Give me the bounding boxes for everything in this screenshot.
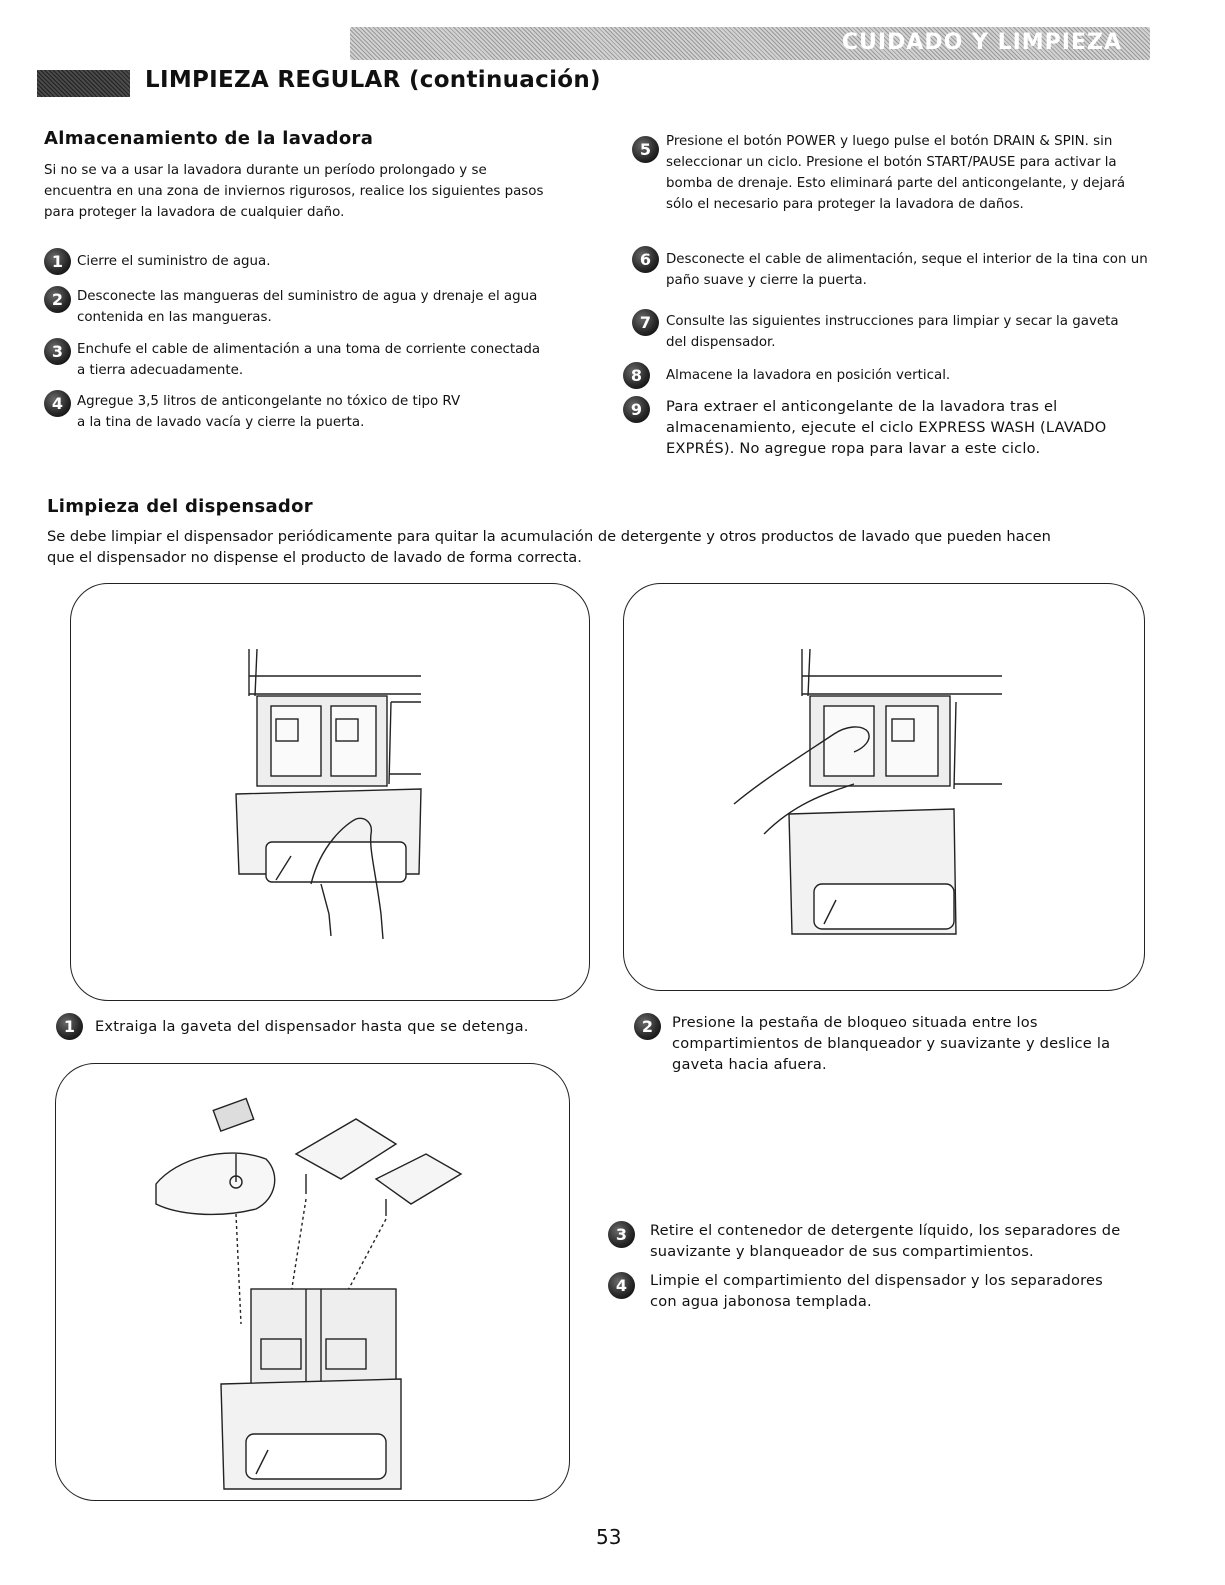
step-line: Almacene la lavadora en posición vertical. bbox=[666, 368, 951, 383]
step-number-badge: 9 bbox=[623, 396, 650, 423]
drawer-pull-drawing bbox=[71, 584, 589, 1000]
dispenser-step-2-text bbox=[672, 1012, 1152, 1075]
storage-intro-line: Si no se va a usar la lavadora durante un período prolongado y se bbox=[44, 163, 487, 178]
step-number-badge: 3 bbox=[44, 338, 71, 365]
step-line: bomba de drenaje. Esto eliminará parte del anticongelante, y dejará bbox=[666, 176, 1126, 191]
dispenser-intro-line: que el dispensador no dispense el producto de lavado de forma correcta. bbox=[47, 549, 582, 566]
step-line: Agregue 3,5 litros de anticongelante no tóxico de tipo RV bbox=[77, 394, 461, 409]
step-number-badge: 2 bbox=[634, 1013, 661, 1040]
step-number-badge: 4 bbox=[608, 1272, 635, 1299]
illustration-pull-drawer bbox=[70, 583, 590, 1001]
step-number-badge: 5 bbox=[632, 136, 659, 163]
step-text bbox=[666, 311, 1206, 353]
step-line: del dispensador. bbox=[666, 335, 776, 350]
step-line: Enchufe el cable de alimentación a una toma de corriente conectada bbox=[77, 342, 541, 357]
section-header-band bbox=[350, 27, 1150, 60]
step-text bbox=[77, 251, 587, 272]
step-line: a tierra adecuadamente. bbox=[77, 363, 244, 378]
step-line: gaveta hacia afuera. bbox=[672, 1056, 827, 1073]
illustration-press-tab bbox=[623, 583, 1145, 991]
title-marker-block bbox=[37, 70, 130, 97]
disassembled-parts-drawing bbox=[56, 1064, 569, 1500]
step-line: Extraiga la gaveta del dispensador hasta que se detenga. bbox=[95, 1018, 529, 1035]
step-text bbox=[77, 286, 587, 328]
step-line: almacenamiento, ejecute el ciclo EXPRESS WASH (LAVADO bbox=[666, 419, 1107, 436]
storage-heading: Almacenamiento de la lavadora bbox=[44, 128, 374, 149]
step-text bbox=[666, 365, 1206, 386]
dispenser-step-4-text bbox=[650, 1270, 1170, 1312]
step-number-badge: 6 bbox=[632, 246, 659, 273]
step-line: paño suave y cierre la puerta. bbox=[666, 273, 867, 288]
storage-intro bbox=[44, 160, 584, 223]
step-line: Desconecte el cable de alimentación, seque el interior de la tina con un bbox=[666, 252, 1148, 267]
step-line: seleccionar un ciclo. Presione el botón START/PAUSE para activar la bbox=[666, 155, 1117, 170]
step-number-badge: 2 bbox=[44, 286, 71, 313]
step-line: Para extraer el anticongelante de la lavadora tras el bbox=[666, 398, 1058, 415]
step-number-badge: 1 bbox=[44, 248, 71, 275]
drawer-tab-drawing bbox=[624, 584, 1144, 990]
step-text bbox=[77, 339, 587, 381]
illustration-disassembled-drawer bbox=[55, 1063, 570, 1501]
dispenser-intro bbox=[47, 526, 1207, 568]
step-line: Consulte las siguientes instrucciones para limpiar y secar la gaveta bbox=[666, 314, 1119, 329]
step-text bbox=[77, 391, 587, 433]
step-line: Retire el contenedor de detergente líquido, los separadores de bbox=[650, 1222, 1121, 1239]
step-text bbox=[666, 131, 1206, 215]
storage-intro-line: encuentra en una zona de inviernos rigurosos, realice los siguientes pasos bbox=[44, 184, 544, 199]
step-number-badge: 4 bbox=[44, 390, 71, 417]
step-line: con agua jabonosa templada. bbox=[650, 1293, 872, 1310]
step-line: Limpie el compartimiento del dispensador y los separadores bbox=[650, 1272, 1103, 1289]
dispenser-heading: Limpieza del dispensador bbox=[47, 496, 313, 517]
step-line: Presione el botón POWER y luego pulse el botón DRAIN & SPIN. sin bbox=[666, 134, 1113, 149]
step-line: suavizante y blanqueador de sus compartimientos. bbox=[650, 1243, 1034, 1260]
step-number-badge: 3 bbox=[608, 1221, 635, 1248]
step-text bbox=[666, 249, 1206, 291]
page-title: LIMPIEZA REGULAR (continuación) bbox=[145, 67, 601, 93]
dispenser-step-3-text bbox=[650, 1220, 1170, 1262]
storage-intro-line: para proteger la lavadora de cualquier daño. bbox=[44, 205, 345, 220]
step-line: Desconecte las mangueras del suministro de agua y drenaje el agua bbox=[77, 289, 538, 304]
dispenser-intro-line: Se debe limpiar el dispensador periódicamente para quitar la acumulación de detergente y otros productos de lavado que pueden hacen bbox=[47, 528, 1051, 545]
section-label: CUIDADO Y LIMPIEZA bbox=[841, 30, 1122, 55]
step-text bbox=[666, 396, 1206, 459]
page-number: 53 bbox=[596, 1525, 622, 1549]
step-line: a la tina de lavado vacía y cierre la puerta. bbox=[77, 415, 365, 430]
step-number-badge: 7 bbox=[632, 309, 659, 336]
step-line: sólo el necesario para proteger la lavadora de daños. bbox=[666, 197, 1024, 212]
step-line: EXPRÉS). No agregue ropa para lavar a este ciclo. bbox=[666, 440, 1041, 457]
step-line: contenida en las mangueras. bbox=[77, 310, 272, 325]
step-line: Cierre el suministro de agua. bbox=[77, 254, 271, 269]
step-line: compartimientos de blanqueador y suavizante y deslice la bbox=[672, 1035, 1111, 1052]
step-number-badge: 1 bbox=[56, 1013, 83, 1040]
step-number-badge: 8 bbox=[623, 362, 650, 389]
dispenser-step-1-text bbox=[95, 1016, 575, 1037]
step-line: Presione la pestaña de bloqueo situada entre los bbox=[672, 1014, 1038, 1031]
